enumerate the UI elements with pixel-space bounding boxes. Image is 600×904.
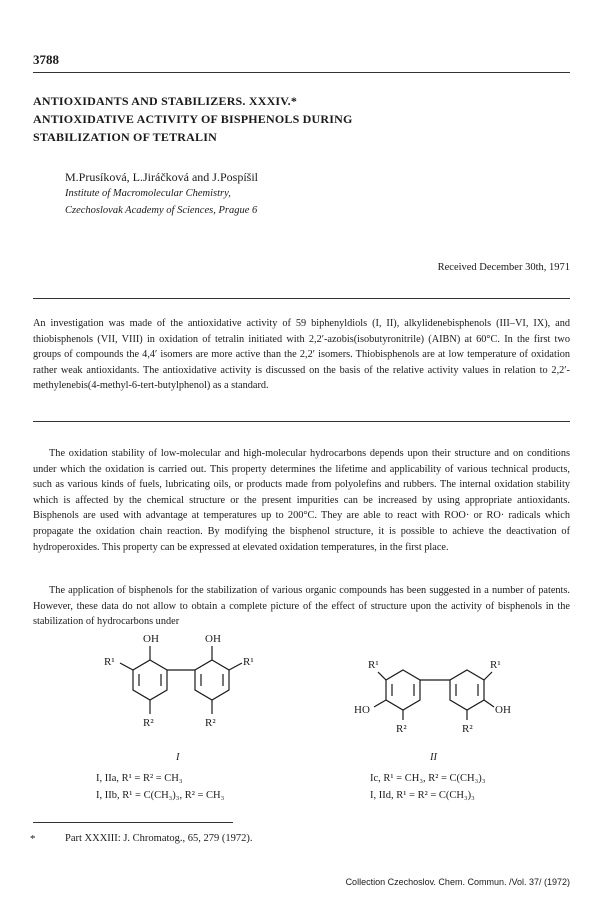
- article-title-line2: STABILIZATION OF TETRALIN: [33, 130, 217, 144]
- structure-i-label: I: [176, 752, 180, 763]
- structure-ii-oh: OH: [495, 704, 511, 716]
- abstract: An investigation was made of the antioxidative activity of 59 biphenyldiols (I, II), alkylidenebisphenols (III–VI, IX), and thiobisphenols (VII, VIII) in oxidation of tetralin initiated with 2,2′-azobis(isobutyronitrile) (AIBN) at 60°C. In the first two groups of compounds the 4,4′ isomers are more active than the 2,2′ isomers. Thiobisphenols are at low temperature of oxidation rather weak antioxidants. The antioxidative activity is discussed on the basis of the relative activity values in relation to 2,2′-methylenebis(4-methyl-6-tert-butylphenol) as a standard.: [33, 318, 570, 392]
- structure-ii-r2-right: R²: [462, 723, 473, 735]
- footnote-rule: [33, 822, 233, 823]
- affiliation-line1: Institute of Macromolecular Chemistry,: [65, 188, 231, 199]
- structure-i-r1-left: R¹: [104, 656, 115, 668]
- authors: M.Prusíková, L.Jiráčková and J.Pospíšil: [65, 170, 258, 184]
- structure-i-caption-1: I, IIa, R¹ = R² = CH₃: [96, 773, 183, 784]
- structure-i-r1-right: R¹: [243, 656, 254, 668]
- body-paragraph-2: The application of bisphenols for the stabilization of various organic compounds has been suggested in a number of patents. However, these data do not allow to obtain a complete picture of the effect of structure upon the activity of bisphenols in the stabilization of hydrocarbons under: [33, 585, 570, 628]
- affiliation-line2: Czechoslovak Academy of Sciences, Prague 6: [65, 205, 258, 216]
- structure-i: [120, 646, 242, 714]
- structure-ii-caption-2: I, IId, R¹ = R² = C(CH₃)₃: [370, 790, 475, 801]
- structure-i-caption-2: I, IIb, R¹ = C(CH₃)₃, R² = CH₃: [96, 790, 225, 801]
- journal-footer: Collection Czechoslov. Chem. Commun. /Vol. 37/ (1972): [345, 877, 570, 887]
- structure-ii-r1-right: R¹: [490, 659, 501, 671]
- series-title: ANTIOXIDANTS AND STABILIZERS. XXXIV.*: [33, 94, 298, 108]
- header-rule: [33, 72, 570, 73]
- structure-ii: [374, 670, 494, 720]
- structure-ii-r2-left: R²: [396, 723, 407, 735]
- structure-ii-label: II: [430, 752, 437, 763]
- structure-i-oh-right: OH: [205, 633, 221, 645]
- structure-i-oh-left: OH: [143, 633, 159, 645]
- footnote-marker: *: [30, 833, 36, 845]
- structure-ii-r1-left: R¹: [368, 659, 379, 671]
- structure-ii-ho: HO: [354, 704, 370, 716]
- body-paragraph-1: The oxidation stability of low-molecular and high-molecular hydrocarbons depends upon their structure and on conditions under which the oxidation is carried out. This property determines the lifetime and applicability of various technical products, such as various kinds of fuels, lubricating oils, or products made from polyolefins and rubbers. The internal oxidation stability which is affected by the chemical structure or the present impurities can be increased by using appropriate antioxidants. Bisphenols are used with advantage at temperatures up to 200°C. They are able to react with ROO· or RO· radicals which propagate the oxidation chain reaction. By modifying the bisphenol structure, it is possible to achieve the deactivation of hydroperoxides. This property can be expressed at elevated oxidation temperatures, in the first place.: [33, 448, 570, 553]
- abstract-bottom-rule: [33, 421, 570, 422]
- abstract-top-rule: [33, 298, 570, 299]
- page-number: 3788: [33, 52, 59, 67]
- structure-ii-caption-1: Ic, R¹ = CH₃, R² = C(CH₃)₃: [370, 773, 486, 784]
- article-title-line1: ANTIOXIDATIVE ACTIVITY OF BISPHENOLS DURING: [33, 112, 353, 126]
- chemical-structures: [0, 620, 600, 780]
- structure-i-r2-right: R²: [205, 717, 216, 729]
- structure-i-r2-left: R²: [143, 717, 154, 729]
- received-date: Received December 30th, 1971: [437, 262, 570, 273]
- footnote-text: Part XXXIII: J. Chromatog., 65, 279 (1972).: [65, 833, 253, 844]
